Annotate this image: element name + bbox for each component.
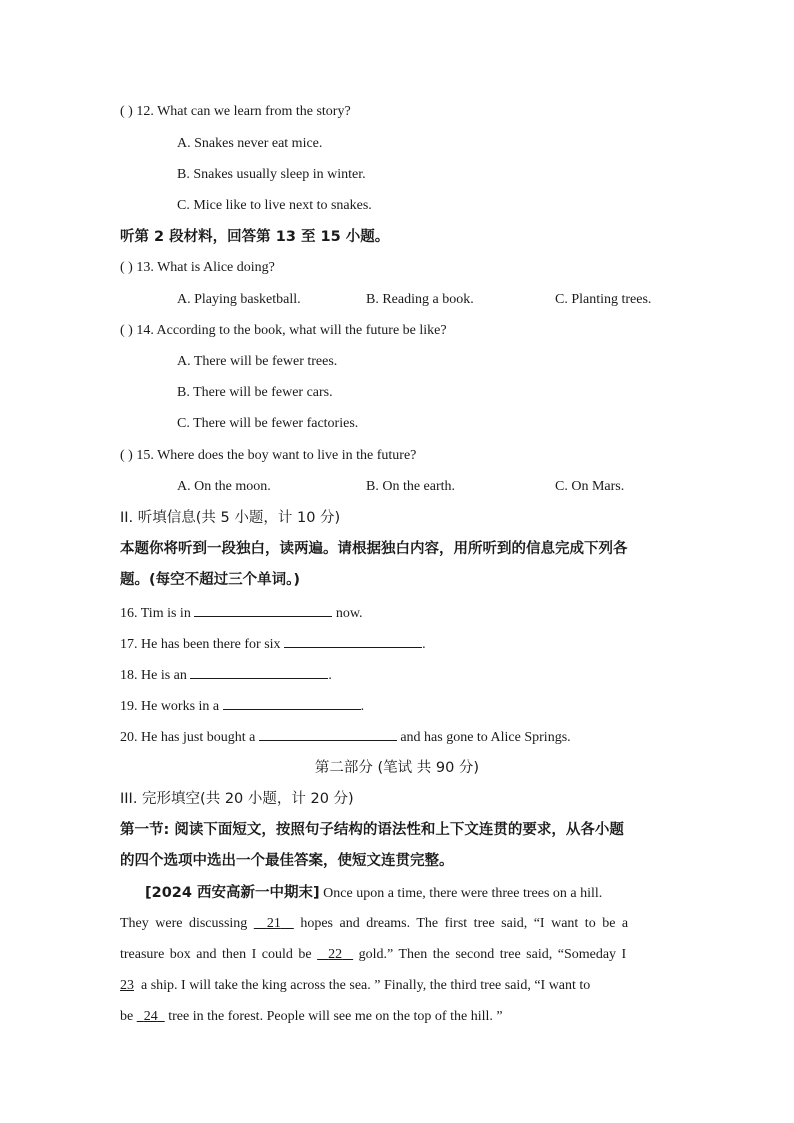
passage-text: They were discussing [120, 916, 248, 931]
option-a: A. Playing basketball. [177, 292, 301, 307]
question-12 [120, 102, 351, 122]
instructions-line-1: 本题你将听到一段独白，读两遍。请根据独白内容，用所听到的信息完成下列各 [120, 541, 628, 557]
instructions-line-1: 第一节: 阅读下面短文，按照句子结构的语法性和上下文连贯的要求，从各小题 [120, 822, 624, 838]
section-intro: 听第 2 段材料，回答第 13 至 15 小题。 [120, 229, 390, 245]
passage-line-2 [120, 914, 628, 934]
prompt-text: and has gone to Alice Springs. [400, 730, 571, 745]
passage-text: gold.” Then the second tree said, “Someday I [358, 947, 627, 962]
option-b: B. There will be fewer cars. [177, 385, 333, 400]
passage-text: a ship. I will take the king across the sea. ” Finally, the third tree said, “I want to [141, 978, 591, 993]
blank-24 [137, 1009, 165, 1024]
passage-line-5 [120, 1007, 503, 1027]
instructions-line-2: 的四个选项中选出一个最佳答案，使短文连贯完整。 [120, 853, 454, 869]
answer-blank[interactable] [190, 664, 328, 679]
fill-question-16 [120, 602, 363, 624]
prompt-text: 16. Tim is in [120, 606, 191, 621]
section-heading: II. 听填信息(共 5 小题，计 10 分) [120, 510, 341, 526]
part-title: 第二部分 (笔试 共 90 分) [314, 760, 480, 776]
passage-text: be [120, 1009, 134, 1024]
blank-number: 22 [328, 947, 343, 962]
question-15 [120, 446, 416, 466]
answer-paren: ( ) [120, 104, 133, 119]
answer-blank[interactable] [223, 695, 361, 710]
answer-blank[interactable] [259, 726, 397, 741]
option-b: B. Reading a book. [366, 292, 474, 307]
passage-line-1 [145, 883, 602, 904]
question-text: 15. Where does the boy want to live in the future? [136, 448, 417, 463]
prompt-text: 20. He has just bought a [120, 730, 256, 745]
option-a: A. There will be fewer trees. [177, 354, 338, 369]
prompt-text: . [422, 637, 426, 652]
blank-number: 21 [266, 916, 281, 931]
fill-question-19 [120, 695, 364, 717]
question-text: 13. What is Alice doing? [136, 260, 275, 275]
section-heading: III. 完形填空(共 20 小题，计 20 分) [120, 791, 354, 807]
blank-22 [317, 947, 353, 962]
option-c: C. There will be fewer factories. [177, 416, 359, 431]
source-label: [2024 西安高新一中期末] [145, 885, 320, 901]
option-c: C. Mice like to live next to snakes. [177, 198, 372, 213]
question-14 [120, 321, 447, 341]
passage-text: Once upon a time, there were three trees on a hill. [323, 886, 603, 901]
passage-text: hopes and dreams. The first tree said, “I want to be a [300, 916, 629, 931]
answer-paren: ( ) [120, 260, 133, 275]
question-text: 14. According to the book, what will the future be like? [136, 323, 447, 338]
passage-line-3 [120, 945, 626, 965]
prompt-text: 18. He is an [120, 668, 187, 683]
fill-question-20 [120, 726, 571, 748]
option-b: B. Snakes usually sleep in winter. [177, 167, 366, 182]
instructions-line-2: 题。(每空不超过三个单词。) [120, 572, 301, 588]
answer-paren: ( ) [120, 323, 133, 338]
fill-question-18 [120, 664, 332, 686]
blank-21 [254, 916, 294, 931]
option-c: C. On Mars. [555, 479, 625, 494]
passage-text: treasure box and then I could be [120, 947, 312, 962]
question-text: 12. What can we learn from the story? [136, 104, 351, 119]
passage-line-4 [120, 976, 590, 996]
answer-paren: ( ) [120, 448, 133, 463]
prompt-text: now. [335, 606, 363, 621]
option-a: A. On the moon. [177, 479, 271, 494]
prompt-text: 19. He works in a [120, 699, 220, 714]
prompt-text: . [360, 699, 365, 714]
prompt-text: 17. He has been there for six [120, 637, 281, 652]
passage-text: tree in the forest. People will see me on the top of the hill. ” [168, 1009, 503, 1024]
fill-question-17 [120, 633, 426, 655]
prompt-text: . [328, 668, 332, 683]
option-b: B. On the earth. [366, 479, 456, 494]
answer-blank[interactable] [284, 633, 422, 648]
option-c: C. Planting trees. [555, 292, 652, 307]
question-13 [120, 258, 275, 278]
option-a: A. Snakes never eat mice. [177, 136, 323, 151]
blank-23: 23 [120, 978, 134, 993]
answer-blank[interactable] [194, 602, 332, 617]
blank-number: 24 [143, 1009, 158, 1024]
